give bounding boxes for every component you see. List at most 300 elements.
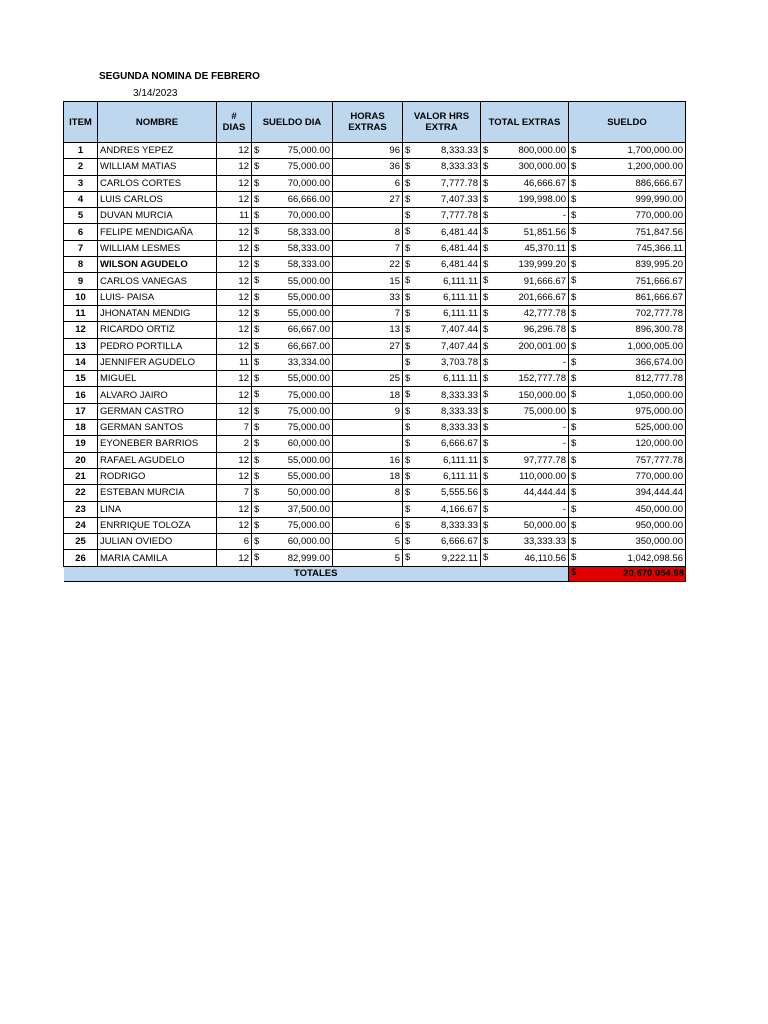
cell-nombre: RICARDO ORTIZ <box>98 322 217 338</box>
currency-symbol: $ <box>571 226 577 238</box>
cell-sueldo-value: 1,042,098.56 <box>627 552 683 564</box>
currency-symbol: $ <box>405 210 411 222</box>
cell-valor-hrs-extra <box>403 403 481 419</box>
cell-nombre: WILLIAM MATIAS <box>98 159 217 175</box>
cell-item: 1 <box>64 143 98 159</box>
cell-dias: 12 <box>217 468 252 484</box>
cell-total-extras <box>481 322 569 338</box>
header-nombre: NOMBRE <box>98 102 217 143</box>
cell-horas-extras: 5 <box>333 550 403 566</box>
cell-sueldo-dia <box>252 420 333 436</box>
cell-nombre: MARIA CAMILA <box>98 550 217 566</box>
cell-sueldo-dia <box>252 436 333 452</box>
cell-total-extras <box>481 550 569 566</box>
cell-item: 9 <box>64 273 98 289</box>
cell-total-extras-value: - <box>562 503 566 515</box>
cell-valor-hrs-extra-value: 8,333.33 <box>441 422 478 434</box>
cell-item: 26 <box>64 550 98 566</box>
cell-total-extras-value: 300,000.00 <box>518 161 566 173</box>
currency-symbol: $ <box>405 226 411 238</box>
cell-sueldo-value: 751,847.56 <box>635 226 683 238</box>
currency-symbol: $ <box>483 389 489 401</box>
cell-total-extras-value: - <box>562 438 566 450</box>
header-valor-hrs-extra: VALOR HRS EXTRA <box>403 102 481 143</box>
table-row <box>64 322 686 338</box>
cell-valor-hrs-extra <box>403 534 481 550</box>
cell-item: 17 <box>64 403 98 419</box>
cell-valor-hrs-extra <box>403 452 481 468</box>
cell-sueldo-value: 394,444.44 <box>635 487 683 499</box>
currency-symbol: $ <box>254 291 260 303</box>
cell-item: 10 <box>64 289 98 305</box>
cell-nombre: EYONEBER BARRIOS <box>98 436 217 452</box>
cell-dias: 12 <box>217 550 252 566</box>
cell-sueldo <box>569 485 686 501</box>
currency-symbol: $ <box>254 275 260 287</box>
cell-sueldo-dia <box>252 371 333 387</box>
cell-dias: 12 <box>217 143 252 159</box>
currency-symbol: $ <box>405 242 411 254</box>
cell-sueldo-dia <box>252 289 333 305</box>
cell-sueldo-dia <box>252 208 333 224</box>
cell-item: 21 <box>64 468 98 484</box>
cell-item: 11 <box>64 305 98 321</box>
cell-total-extras <box>481 175 569 191</box>
cell-nombre: WILLIAM LESMES <box>98 240 217 256</box>
cell-dias: 12 <box>217 257 252 273</box>
cell-sueldo <box>569 550 686 566</box>
currency-symbol: $ <box>254 177 260 189</box>
currency-symbol: $ <box>483 193 489 205</box>
cell-sueldo-value: 770,000.00 <box>635 471 683 483</box>
cell-total-extras <box>481 273 569 289</box>
cell-horas-extras: 15 <box>333 273 403 289</box>
cell-sueldo-value: 812,777.78 <box>635 373 683 385</box>
currency-symbol: $ <box>254 454 260 466</box>
cell-sueldo <box>569 175 686 191</box>
cell-total-extras-value: 200,001.00 <box>518 340 566 352</box>
cell-valor-hrs-extra <box>403 257 481 273</box>
cell-horas-extras <box>333 501 403 517</box>
cell-item: 24 <box>64 517 98 533</box>
cell-sueldo-dia-value: 70,000.00 <box>287 210 330 222</box>
currency-symbol: $ <box>483 210 489 222</box>
cell-total-extras-value: 50,000.00 <box>523 519 566 531</box>
currency-symbol: $ <box>254 324 260 336</box>
cell-total-extras <box>481 436 569 452</box>
cell-sueldo-value: 839,995.20 <box>635 259 683 271</box>
currency-symbol: $ <box>571 242 577 254</box>
sheet-date: 3/14/2023 <box>133 88 178 99</box>
currency-symbol: $ <box>483 291 489 303</box>
cell-sueldo-dia-value: 55,000.00 <box>287 471 330 483</box>
cell-total-extras <box>481 354 569 370</box>
cell-sueldo-value: 1,050,000.00 <box>627 389 683 401</box>
currency-symbol: $ <box>571 340 577 352</box>
cell-dias: 7 <box>217 420 252 436</box>
cell-sueldo-dia-value: 55,000.00 <box>287 373 330 385</box>
cell-sueldo-dia-value: 55,000.00 <box>287 454 330 466</box>
cell-nombre: JENNIFER AGUDELO <box>98 354 217 370</box>
cell-sueldo <box>569 501 686 517</box>
cell-valor-hrs-extra <box>403 485 481 501</box>
cell-item: 7 <box>64 240 98 256</box>
cell-total-extras <box>481 289 569 305</box>
cell-horas-extras: 96 <box>333 143 403 159</box>
currency-symbol: $ <box>254 470 260 482</box>
currency-symbol: $ <box>254 259 260 271</box>
cell-sueldo-dia <box>252 452 333 468</box>
cell-total-extras <box>481 305 569 321</box>
table-row <box>64 517 686 533</box>
cell-valor-hrs-extra <box>403 517 481 533</box>
cell-item: 5 <box>64 208 98 224</box>
cell-valor-hrs-extra <box>403 159 481 175</box>
currency-symbol: $ <box>483 324 489 336</box>
currency-symbol: $ <box>571 405 577 417</box>
cell-dias: 12 <box>217 338 252 354</box>
cell-item: 25 <box>64 534 98 550</box>
totals-row <box>64 566 686 581</box>
currency-symbol: $ <box>254 340 260 352</box>
cell-sueldo-dia-value: 82,999.00 <box>287 552 330 564</box>
currency-symbol: $ <box>483 503 489 515</box>
cell-sueldo-dia <box>252 305 333 321</box>
cell-item: 19 <box>64 436 98 452</box>
cell-total-extras-value: 110,000.00 <box>519 471 566 483</box>
cell-nombre: CARLOS CORTES <box>98 175 217 191</box>
currency-symbol: $ <box>571 259 577 271</box>
cell-nombre: RODRIGO <box>98 468 217 484</box>
cell-item: 4 <box>64 191 98 207</box>
currency-symbol: $ <box>483 519 489 531</box>
cell-sueldo <box>569 452 686 468</box>
cell-total-extras-value: 139,999.20 <box>518 259 566 271</box>
header-sueldo-dia: SUELDO DIA <box>252 102 333 143</box>
cell-sueldo <box>569 240 686 256</box>
currency-symbol: $ <box>571 291 577 303</box>
cell-horas-extras: 16 <box>333 452 403 468</box>
cell-total-extras-value: - <box>562 422 566 434</box>
cell-horas-extras: 6 <box>333 175 403 191</box>
cell-total-extras-value: 199,998.00 <box>518 194 566 206</box>
cell-total-extras-value: 51,851.56 <box>523 226 566 238</box>
cell-valor-hrs-extra-value: 5,555.56 <box>441 487 478 499</box>
currency-symbol: $ <box>254 373 260 385</box>
cell-nombre: MIGUEL <box>98 371 217 387</box>
cell-item: 18 <box>64 420 98 436</box>
cell-total-extras <box>481 257 569 273</box>
table-row <box>64 436 686 452</box>
cell-valor-hrs-extra <box>403 289 481 305</box>
cell-valor-hrs-extra-value: 6,481.44 <box>441 259 478 271</box>
cell-sueldo <box>569 517 686 533</box>
cell-valor-hrs-extra-value: 4,166.67 <box>441 503 478 515</box>
cell-nombre: ESTEBAN MURCIA <box>98 485 217 501</box>
cell-item: 2 <box>64 159 98 175</box>
currency-symbol: $ <box>405 340 411 352</box>
cell-nombre: DUVAN MURCIA <box>98 208 217 224</box>
cell-sueldo-dia-value: 37,500.00 <box>287 503 330 515</box>
currency-symbol: $ <box>254 226 260 238</box>
cell-sueldo-dia-value: 66,667.00 <box>287 324 330 336</box>
currency-symbol: $ <box>254 503 260 515</box>
cell-valor-hrs-extra <box>403 501 481 517</box>
cell-total-extras <box>481 501 569 517</box>
cell-sueldo-value: 1,700,000.00 <box>627 145 683 157</box>
currency-symbol: $ <box>254 422 260 434</box>
cell-sueldo-dia <box>252 240 333 256</box>
cell-dias: 12 <box>217 452 252 468</box>
currency-symbol: $ <box>571 161 577 173</box>
cell-sueldo-dia <box>252 322 333 338</box>
cell-dias: 6 <box>217 534 252 550</box>
cell-valor-hrs-extra-value: 7,407.44 <box>441 340 478 352</box>
cell-sueldo-value: 450,000.00 <box>635 503 683 515</box>
cell-sueldo-dia-value: 58,333.00 <box>287 242 330 254</box>
cell-sueldo-value: 886,666.67 <box>635 177 683 189</box>
currency-symbol: $ <box>254 389 260 401</box>
cell-sueldo <box>569 371 686 387</box>
cell-valor-hrs-extra-value: 7,407.33 <box>441 194 478 206</box>
cell-dias: 12 <box>217 240 252 256</box>
cell-total-extras-value: 44,444.44 <box>523 487 566 499</box>
header-total-extras: TOTAL EXTRAS <box>481 102 569 143</box>
payroll-table <box>63 101 686 582</box>
cell-horas-extras <box>333 420 403 436</box>
currency-symbol: $ <box>254 161 260 173</box>
currency-symbol: $ <box>483 438 489 450</box>
cell-valor-hrs-extra <box>403 354 481 370</box>
cell-total-extras <box>481 224 569 240</box>
cell-sueldo-dia <box>252 257 333 273</box>
cell-valor-hrs-extra-value: 7,777.78 <box>441 177 478 189</box>
cell-horas-extras: 33 <box>333 289 403 305</box>
currency-symbol: $ <box>571 177 577 189</box>
cell-total-extras <box>481 208 569 224</box>
totals-value <box>569 566 686 581</box>
cell-valor-hrs-extra <box>403 305 481 321</box>
cell-sueldo-dia-value: 75,000.00 <box>287 389 330 401</box>
table-row <box>64 468 686 484</box>
cell-sueldo <box>569 436 686 452</box>
cell-nombre: GERMAN CASTRO <box>98 403 217 419</box>
cell-dias: 12 <box>217 403 252 419</box>
cell-total-extras <box>481 420 569 436</box>
cell-sueldo <box>569 273 686 289</box>
cell-valor-hrs-extra-value: 7,407.44 <box>441 324 478 336</box>
cell-total-extras <box>481 371 569 387</box>
table-row <box>64 534 686 550</box>
cell-sueldo-dia-value: 66,667.00 <box>287 340 330 352</box>
cell-dias: 12 <box>217 517 252 533</box>
table-row <box>64 289 686 305</box>
cell-horas-extras <box>333 354 403 370</box>
cell-item: 16 <box>64 387 98 403</box>
currency-symbol: $ <box>405 161 411 173</box>
cell-sueldo-dia-value: 58,333.00 <box>287 226 330 238</box>
table-row <box>64 143 686 159</box>
currency-symbol: $ <box>405 356 411 368</box>
cell-sueldo-value: 350,000.00 <box>635 536 683 548</box>
currency-symbol: $ <box>571 454 577 466</box>
cell-nombre: LUIS CARLOS <box>98 191 217 207</box>
cell-total-extras-value: 46,110.56 <box>524 552 566 564</box>
cell-horas-extras: 22 <box>333 257 403 273</box>
cell-sueldo-value: 770,000.00 <box>635 210 683 222</box>
cell-valor-hrs-extra-value: 8,333.33 <box>441 161 478 173</box>
cell-total-extras-value: 96,296.78 <box>523 324 566 336</box>
cell-total-extras <box>481 143 569 159</box>
cell-sueldo-dia-value: 66,666.00 <box>287 194 330 206</box>
cell-sueldo-value: 861,666.67 <box>635 291 683 303</box>
cell-total-extras-value: 150,000.00 <box>518 389 566 401</box>
cell-total-extras-value: 152,777.78 <box>518 373 566 385</box>
table-row <box>64 208 686 224</box>
table-row <box>64 403 686 419</box>
table-row <box>64 159 686 175</box>
cell-sueldo-dia-value: 55,000.00 <box>287 308 330 320</box>
currency-symbol: $ <box>405 389 411 401</box>
cell-valor-hrs-extra-value: 8,333.33 <box>441 145 478 157</box>
cell-dias: 12 <box>217 175 252 191</box>
cell-valor-hrs-extra-value: 8,333.33 <box>441 405 478 417</box>
cell-nombre: FELIPE MENDIGAÑA <box>98 224 217 240</box>
currency-symbol: $ <box>405 259 411 271</box>
currency-symbol: $ <box>254 210 260 222</box>
cell-sueldo-dia <box>252 517 333 533</box>
cell-dias: 12 <box>217 501 252 517</box>
cell-sueldo-value: 1,200,000.00 <box>627 161 683 173</box>
cell-sueldo-value: 896,300.78 <box>635 324 683 336</box>
cell-valor-hrs-extra-value: 6,481.44 <box>441 226 478 238</box>
cell-total-extras <box>481 468 569 484</box>
cell-horas-extras: 7 <box>333 305 403 321</box>
cell-valor-hrs-extra-value: 8,333.33 <box>441 389 478 401</box>
header-horas-extras: HORAS EXTRAS <box>333 102 403 143</box>
cell-dias: 7 <box>217 485 252 501</box>
cell-total-extras-value: 201,666.67 <box>518 291 566 303</box>
cell-item: 20 <box>64 452 98 468</box>
cell-sueldo-dia-value: 75,000.00 <box>287 161 330 173</box>
header-sueldo: SUELDO <box>569 102 686 143</box>
cell-sueldo-value: 1,000,005.00 <box>627 340 683 352</box>
currency-symbol: $ <box>254 519 260 531</box>
currency-symbol: $ <box>405 470 411 482</box>
currency-symbol: $ <box>483 552 489 564</box>
cell-sueldo-dia-value: 60,000.00 <box>287 438 330 450</box>
currency-symbol: $ <box>483 177 489 189</box>
cell-sueldo <box>569 403 686 419</box>
table-row <box>64 550 686 566</box>
cell-sueldo-value: 950,000.00 <box>635 519 683 531</box>
cell-horas-extras: 8 <box>333 485 403 501</box>
currency-symbol: $ <box>483 340 489 352</box>
currency-symbol: $ <box>405 193 411 205</box>
currency-symbol: $ <box>405 422 411 434</box>
cell-sueldo <box>569 143 686 159</box>
currency-symbol: $ <box>483 470 489 482</box>
cell-sueldo-dia-value: 55,000.00 <box>287 275 330 287</box>
cell-valor-hrs-extra-value: 6,481.44 <box>441 242 478 254</box>
cell-sueldo <box>569 257 686 273</box>
cell-valor-hrs-extra-value: 6,666.67 <box>441 438 478 450</box>
cell-sueldo-value: 702,777.78 <box>635 308 683 320</box>
currency-symbol: $ <box>254 536 260 548</box>
currency-symbol: $ <box>571 389 577 401</box>
cell-sueldo <box>569 534 686 550</box>
cell-total-extras <box>481 452 569 468</box>
cell-item: 13 <box>64 338 98 354</box>
cell-total-extras-value: 33,333.33 <box>523 536 566 548</box>
cell-sueldo-dia-value: 33,334.00 <box>287 357 330 368</box>
currency-symbol: $ <box>483 259 489 271</box>
cell-sueldo <box>569 468 686 484</box>
cell-nombre: JULIAN OVIEDO <box>98 534 217 550</box>
cell-valor-hrs-extra <box>403 208 481 224</box>
currency-symbol: $ <box>254 487 260 499</box>
currency-symbol: $ <box>405 552 411 564</box>
table-row <box>64 338 686 354</box>
currency-symbol: $ <box>405 307 411 319</box>
cell-item: 3 <box>64 175 98 191</box>
currency-symbol: $ <box>405 373 411 385</box>
cell-sueldo-dia <box>252 191 333 207</box>
cell-valor-hrs-extra-value: 6,111.11 <box>443 275 478 287</box>
cell-total-extras <box>481 517 569 533</box>
cell-valor-hrs-extra-value: 7,777.78 <box>441 210 478 222</box>
cell-sueldo-value: 120,000.00 <box>635 438 683 450</box>
currency-symbol: $ <box>405 145 411 156</box>
currency-symbol: $ <box>405 291 411 303</box>
cell-sueldo-dia <box>252 224 333 240</box>
currency-symbol: $ <box>571 422 577 434</box>
cell-sueldo <box>569 387 686 403</box>
cell-horas-extras: 13 <box>333 322 403 338</box>
currency-symbol: $ <box>483 405 489 417</box>
cell-valor-hrs-extra <box>403 550 481 566</box>
currency-symbol: $ <box>571 307 577 319</box>
header-dias: # DIAS <box>217 102 252 143</box>
cell-total-extras-value: 97,777.78 <box>523 454 566 466</box>
cell-sueldo-dia <box>252 550 333 566</box>
table-row <box>64 257 686 273</box>
cell-valor-hrs-extra <box>403 338 481 354</box>
cell-total-extras <box>481 403 569 419</box>
cell-sueldo-value: 745,366.11 <box>636 242 683 254</box>
cell-nombre: ALVARO JAIRO <box>98 387 217 403</box>
cell-total-extras-value: 45,370.11 <box>524 242 566 254</box>
currency-symbol: $ <box>571 519 577 531</box>
cell-valor-hrs-extra <box>403 273 481 289</box>
cell-dias: 12 <box>217 224 252 240</box>
currency-symbol: $ <box>405 503 411 515</box>
cell-dias: 12 <box>217 305 252 321</box>
cell-sueldo-dia <box>252 338 333 354</box>
cell-sueldo-dia <box>252 159 333 175</box>
currency-symbol: $ <box>571 193 577 205</box>
cell-valor-hrs-extra-value: 8,333.33 <box>441 519 478 531</box>
currency-symbol: $ <box>483 536 489 548</box>
cell-sueldo-dia <box>252 468 333 484</box>
cell-valor-hrs-extra-value: 6,111.11 <box>443 454 478 466</box>
currency-symbol: $ <box>254 552 260 564</box>
cell-valor-hrs-extra <box>403 387 481 403</box>
cell-total-extras <box>481 485 569 501</box>
cell-valor-hrs-extra <box>403 143 481 159</box>
cell-sueldo-dia <box>252 501 333 517</box>
cell-total-extras-value: - <box>562 357 566 368</box>
